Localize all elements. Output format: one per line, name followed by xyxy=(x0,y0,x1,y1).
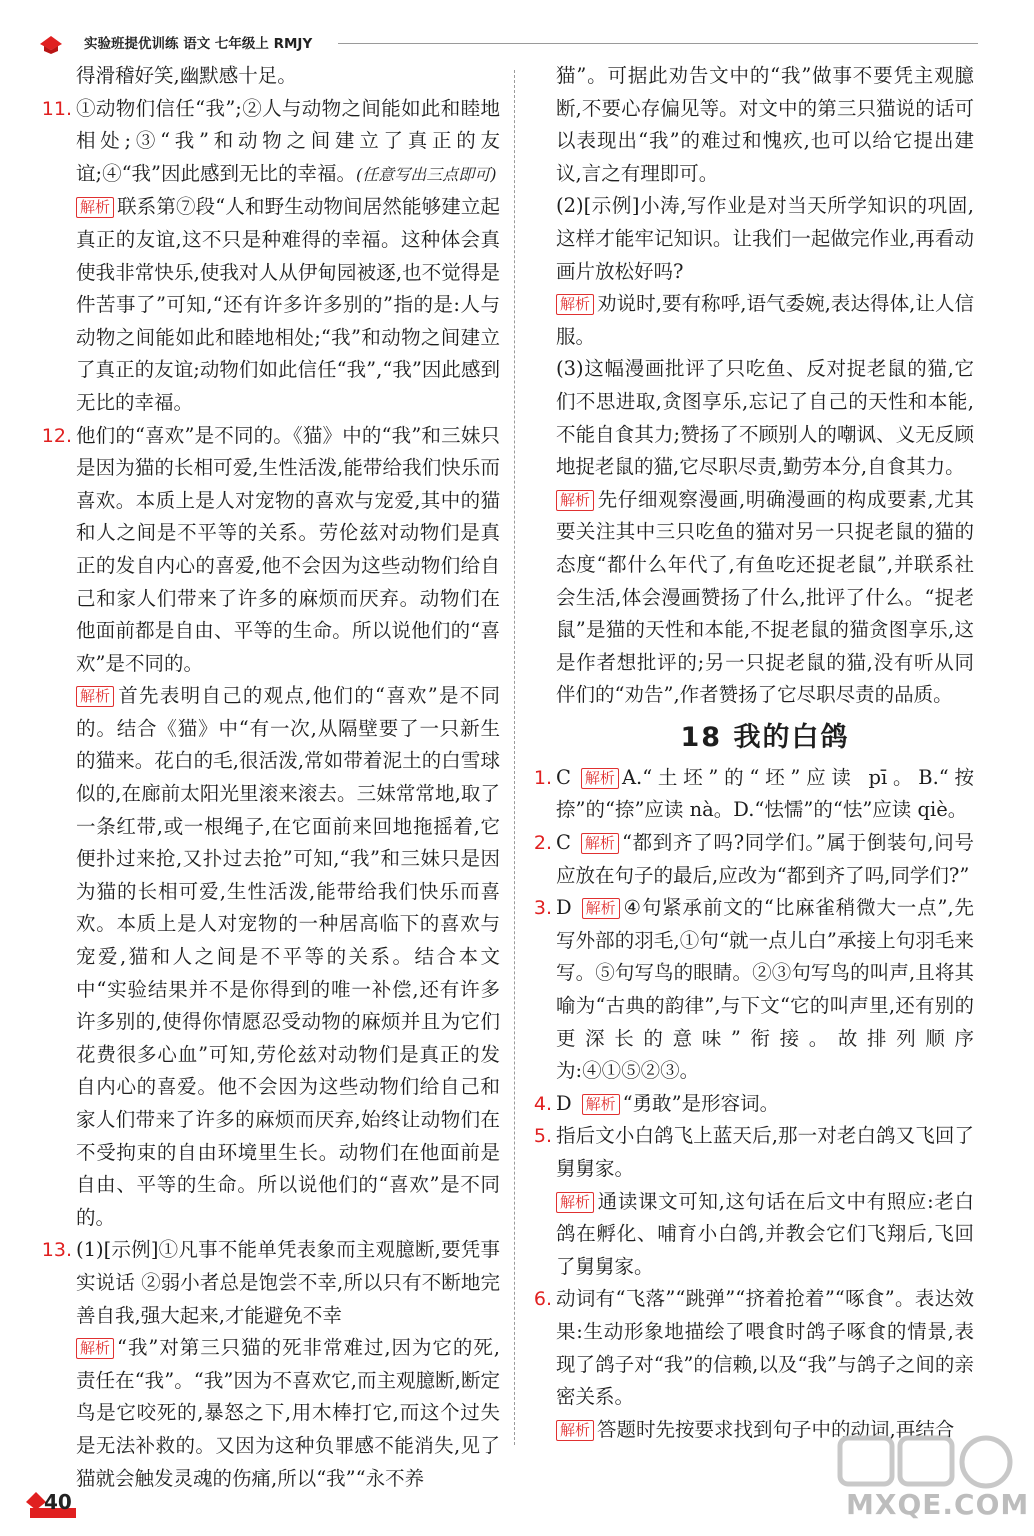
analysis-tag: 解析 xyxy=(582,1094,620,1115)
question-number: 13. xyxy=(41,1239,72,1262)
answer-5 xyxy=(533,1120,974,1185)
analysis-text: ④句紧承前文的“比麻雀稍微大一点”,先写外部的羽毛,①句“就一点儿白”承接上句羽毛来写。⑤句写鸟的眼睛。②③句写鸟的叫声,且将其喻为“古典的韵律”,与下文“它的叫声里,还有别的更深长的意味”衔接。故排列顺序为:④①⑤②③。 xyxy=(556,896,974,1083)
answer-choice: D xyxy=(556,896,572,920)
answer-12 xyxy=(41,420,500,681)
question-number: 5. xyxy=(533,1125,552,1148)
answer-3 xyxy=(533,892,974,1088)
analysis-tag: 解析 xyxy=(556,490,594,511)
page-number: 40 xyxy=(44,1490,72,1514)
analysis-13-3 xyxy=(556,484,974,712)
left-column xyxy=(41,60,500,1495)
analysis-13-2 xyxy=(556,288,974,353)
analysis-text: 首先表明自己的观点,他们的“喜欢”是不同的。结合《猫》中“有一次,从隔壁要了一只新生的猫来。花白的毛,很活泼,常如带着泥土的白雪球似的,在廊前太阳光里滚来滚去。三妹常常地,取了一条红带,或一根绳子,在它面前来回地拖摇着,它便扑过来抢,又扑过去抢”可知,“我”和三妹只是因为猫的长相可爱,生性活泼,能带给我们快乐而喜欢。本质上是人对宠物的一种居高临下的喜欢与宠爱,猫和人之间是不平等的关系。结合本文中“实验结果并不是你得到的唯一补偿,还有许多许多别的,使得你情愿忍受动物的麻烦并且为它们花费很多心血”可知,劳伦兹对动物们是真正的发自内心的喜爱。他不会因为这些动物们给自己和家人们带来了许多的麻烦而厌弃,始终让动物们在不受拘束的自由环境里生长。动物们在他面前是自由、平等的生命。所以说他们的“喜欢”是不同的。 xyxy=(76,684,500,1229)
answer-4 xyxy=(533,1088,974,1121)
answer-text: 动词有“飞落”“跳弹”“挤着抢着”“啄食”。表达效果:生动形象地描绘了喂食时鸽子啄食的情景,表现了鸽子对“我”的信赖,以及“我”与鸽子之间的亲密关系。 xyxy=(556,1287,974,1409)
analysis-12 xyxy=(76,680,500,1234)
answer-11 xyxy=(41,93,500,192)
analysis-tag: 解析 xyxy=(76,1338,114,1359)
continued-text: 得滑稽好笑,幽默感十足。 xyxy=(76,64,297,87)
answer-1 xyxy=(533,762,974,827)
question-number: 1. xyxy=(533,766,552,789)
answer-text: (1)[示例]①凡事不能单凭表象而主观臆断,要凭事实说话 ②弱小者总是饱尝不幸,所以只有不断地完善自我,强大起来,才能避免不幸 xyxy=(76,1238,500,1327)
answer-text: ①动物们信任“我”;②人与动物之间能如此和睦地相处;③“我”和动物之间建立了真正的友谊;④“我”因此感到无比的幸福。 xyxy=(76,96,500,185)
question-number: 6. xyxy=(533,1288,552,1311)
analysis-text: 通读课文可知,这句话在后文中有照应:老白鸽在孵化、哺育小白鸽,并教会它们飞翔后,飞回了舅舅家。 xyxy=(556,1189,974,1278)
answer-2 xyxy=(533,827,974,892)
analysis-tag: 解析 xyxy=(556,1420,594,1441)
analysis-11 xyxy=(76,191,500,419)
analysis-13 xyxy=(76,1332,500,1495)
analysis-text: A.“土坯”的“坯”应读 pī。B.“按捺”的“捺”应读 nà。D.“怯懦”的“怯”应读 qiè。 xyxy=(556,765,974,822)
analysis-tag: 解析 xyxy=(582,898,620,919)
question-number: 4. xyxy=(533,1092,552,1115)
analysis-text: “都到齐了吗?同学们。”属于倒装句,问号应放在句子的最后,应改为“都到齐了吗,同学们?” xyxy=(556,831,974,887)
analysis-tag: 解析 xyxy=(581,833,619,854)
analysis-tag: 解析 xyxy=(556,294,594,315)
analysis-tag: 解析 xyxy=(556,1192,594,1213)
page-header xyxy=(38,28,978,56)
analysis-tag: 解析 xyxy=(76,197,114,218)
book-logo-icon xyxy=(38,32,64,54)
analysis-text: 答题时先按要求找到句子中的动词,再结合 xyxy=(597,1417,955,1441)
continued-text: 猫”。可据此劝告文中的“我”做事不要凭主观臆断,不要心存偏见等。对文中的第三只猫说的话可以表现出“我”的难过和愧疚,也可以给它提出建议,言之有理即可。 xyxy=(556,64,974,185)
question-number: 3. xyxy=(533,897,552,920)
analysis-tag: 解析 xyxy=(76,686,114,707)
section-title: 18 我的白鸽 xyxy=(680,721,850,753)
question-number: 12. xyxy=(41,424,72,447)
column-divider xyxy=(514,70,515,1445)
answer-choice: C xyxy=(556,765,571,789)
analysis-text: 先仔细观察漫画,明确漫画的构成要素,尤其要关注其中三只吃鱼的猫对另一只捉老鼠的猫的态度“都什么年代了,有鱼吃还捉老鼠”,并联系社会生活,体会漫画赞扬了什么,批评了什么。“捉老鼠”是猫的天性和本能,不捉老鼠的猫贪图享乐,这是作者想批评的;另一只捉老鼠的猫,没有听从同伴们的“劝告”,作者赞扬了它尽职尽责的品质。 xyxy=(556,487,974,707)
analysis-text: 劝说时,要有称呼,语气委婉,表达得体,让人信服。 xyxy=(556,292,974,348)
answer-13-2: (2)[示例]小涛,写作业是对当天所学知识的巩固,这样才能牢记知识。让我们一起做完作业,再看动画片放松好吗? xyxy=(556,194,974,283)
answer-13-3: (3)这幅漫画批评了只吃鱼、反对捉老鼠的猫,它们不思进取,贪图享乐,忘记了自己的天性和本能,不能自食其力;赞扬了不顾别人的嘲讽、义无反顾地捉老鼠的猫,它尽职尽责,勤劳本分,自食其力。 xyxy=(556,357,974,479)
analysis-5 xyxy=(556,1186,974,1284)
watermark-text: MXQE.COM xyxy=(846,1488,1030,1521)
answer-text: 他们的“喜欢”是不同的。《猫》中的“我”和三妹只是因为猫的长相可爱,生性活泼,能带给我们快乐而喜欢。本质上是人对宠物的喜欢与宠爱,其中的猫和人之间是不平等的关系。劳伦兹对动物们是真正的发自内心的喜爱,他不会因为这些动物们给自己和家人们带来了许多的麻烦而厌弃。动物们在他面前都是自由、平等的生命。所以说他们的“喜欢”是不同的。 xyxy=(76,423,500,675)
book-title: 实验班提优训练 语文 七年级上 RMJY xyxy=(84,36,313,52)
answer-choice: D xyxy=(556,1091,572,1115)
answer-13 xyxy=(41,1234,500,1332)
answer-text: 指后文小白鸽飞上蓝天后,那一对老白鸽又飞回了舅舅家。 xyxy=(556,1124,974,1180)
analysis-text: 联系第⑦段“人和野生动物间居然能够建立起真正的友谊,这不只是种难得的幸福。这种体会真使我非常快乐,使我对人从伊甸园被逐,也不觉得是件苦事了”可知,“还有许多许多别的”指的是:人与动物之间能如此和睦地相处;“我”和动物之间建立了真正的友谊;动物们如此信任“我”,“我”因此感到无比的幸福。 xyxy=(76,195,500,414)
analysis-text: “我”对第三只猫的死非常难过,因为它的死,责任在“我”。“我”因为不喜欢它,而主观臆断,断定鸟是它咬死的,暴怒之下,用木棒打它,而这个过失是无法补救的。又因为这种负罪感不能消失,见了猫就会触发灵魂的伤痛,所以“我”“永不养 xyxy=(76,1336,500,1490)
answer-6 xyxy=(533,1283,974,1413)
header-rule xyxy=(338,43,978,44)
right-column xyxy=(533,60,974,1446)
analysis-tag: 解析 xyxy=(581,768,619,789)
question-number: 11. xyxy=(41,97,72,120)
analysis-text: “勇敢”是形容词。 xyxy=(622,1091,780,1115)
answer-note: (任意写出三点即可) xyxy=(356,164,497,184)
question-number: 2. xyxy=(533,832,552,855)
answer-choice: C xyxy=(556,831,571,855)
